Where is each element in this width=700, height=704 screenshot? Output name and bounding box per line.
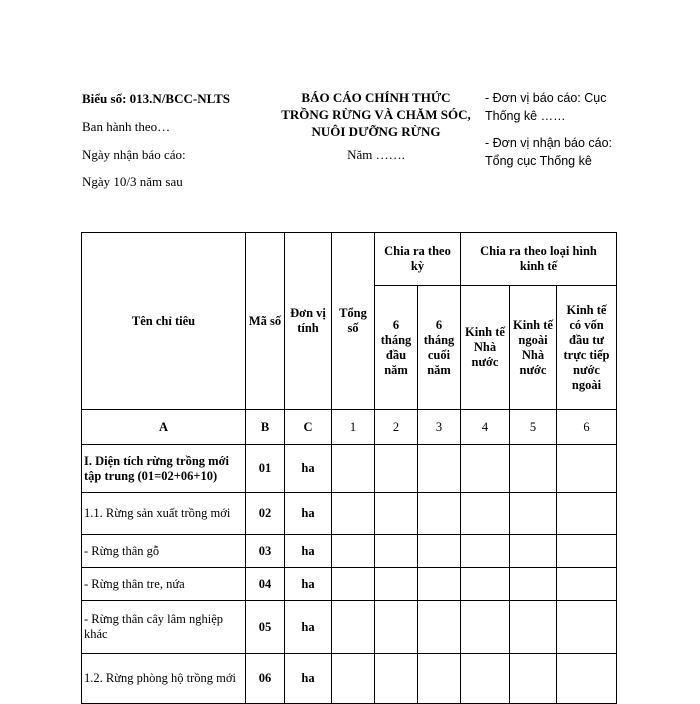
form-code: Biểu số: 013.N/BCC-NLTS [82, 91, 230, 106]
table-row [82, 445, 617, 493]
table-row [82, 654, 617, 704]
data-cell[interactable] [557, 445, 617, 493]
data-cell[interactable] [461, 568, 510, 601]
table-row [82, 601, 617, 654]
receive-date-label: Ngày nhận báo cáo: [82, 147, 186, 162]
row-code: 03 [246, 535, 285, 568]
data-cell[interactable] [510, 601, 557, 654]
col-header-by-type: Chia ra theo loại hình kinh tế [461, 233, 617, 286]
row-name: - Rừng thân cây lâm nghiệp khác [82, 601, 246, 654]
data-cell[interactable] [418, 654, 461, 704]
data-cell[interactable] [557, 493, 617, 535]
index-row [82, 410, 617, 445]
data-cell[interactable] [418, 493, 461, 535]
col-header-first-half: 6 tháng đầu năm [375, 286, 418, 410]
col-header-by-period: Chia ra theo kỳ [375, 233, 461, 286]
row-code: 04 [246, 568, 285, 601]
row-code: 02 [246, 493, 285, 535]
data-cell[interactable] [418, 445, 461, 493]
row-unit: ha [285, 493, 332, 535]
data-cell[interactable] [332, 601, 375, 654]
header-row-1 [82, 233, 617, 286]
index-cell: 5 [510, 410, 557, 445]
data-cell[interactable] [375, 601, 418, 654]
row-name: 1.2. Rừng phòng hộ trồng mới [82, 654, 246, 704]
data-cell[interactable] [332, 535, 375, 568]
data-cell[interactable] [332, 568, 375, 601]
row-unit: ha [285, 568, 332, 601]
report-year: Năm ……. [347, 147, 405, 162]
data-cell[interactable] [510, 493, 557, 535]
row-unit: ha [285, 654, 332, 704]
row-unit: ha [285, 445, 332, 493]
index-cell: B [246, 410, 285, 445]
data-cell[interactable] [461, 493, 510, 535]
data-cell[interactable] [461, 535, 510, 568]
index-cell: 6 [557, 410, 617, 445]
index-cell: 2 [375, 410, 418, 445]
table-row [82, 493, 617, 535]
row-code: 06 [246, 654, 285, 704]
col-header-fdi: Kinh tế có vốn đầu tư trực tiếp nước ngoài [557, 286, 617, 410]
data-cell[interactable] [332, 654, 375, 704]
col-header-state: Kinh tế Nhà nước [461, 286, 510, 410]
row-unit: ha [285, 535, 332, 568]
row-name: - Rừng thân tre, nứa [82, 568, 246, 601]
row-code: 05 [246, 601, 285, 654]
row-name: I. Diện tích rừng trồng mới tập trung (01=02+06+10) [82, 445, 246, 493]
deadline: Ngày 10/3 năm sau [82, 174, 183, 189]
data-cell[interactable] [375, 535, 418, 568]
data-cell[interactable] [557, 535, 617, 568]
index-cell: A [82, 410, 246, 445]
index-cell: C [285, 410, 332, 445]
data-cell[interactable] [418, 535, 461, 568]
data-cell[interactable] [510, 535, 557, 568]
col-header-code: Mã số [246, 233, 285, 410]
data-cell[interactable] [461, 445, 510, 493]
col-header-second-half: 6 tháng cuối năm [418, 286, 461, 410]
data-cell[interactable] [461, 601, 510, 654]
data-cell[interactable] [332, 493, 375, 535]
col-header-name: Tên chỉ tiêu [82, 233, 246, 410]
index-cell: 3 [418, 410, 461, 445]
data-cell[interactable] [510, 654, 557, 704]
data-cell[interactable] [375, 654, 418, 704]
index-cell: 4 [461, 410, 510, 445]
col-header-non-state: Kinh tế ngoài Nhà nước [510, 286, 557, 410]
issued-by: Ban hành theo… [82, 119, 171, 134]
table-row [82, 535, 617, 568]
receiving-unit: - Đơn vị nhận báo cáo: Tổng cục Thống kê [485, 136, 613, 168]
data-cell[interactable] [418, 601, 461, 654]
reporting-unit: - Đơn vị báo cáo: Cục Thống kê …… [485, 91, 607, 123]
data-cell[interactable] [510, 445, 557, 493]
data-cell[interactable] [510, 568, 557, 601]
row-name: - Rừng thân gỗ [82, 535, 246, 568]
col-header-total: Tổng số [332, 233, 375, 410]
row-name: 1.1. Rừng sản xuất trồng mới [82, 493, 246, 535]
row-unit: ha [285, 601, 332, 654]
statistics-table [81, 232, 617, 704]
row-code: 01 [246, 445, 285, 493]
data-cell[interactable] [557, 568, 617, 601]
table-row [82, 568, 617, 601]
data-cell[interactable] [375, 568, 418, 601]
data-cell[interactable] [557, 654, 617, 704]
col-header-unit: Đơn vị tính [285, 233, 332, 410]
data-cell[interactable] [375, 445, 418, 493]
report-title: BÁO CÁO CHÍNH THỨC TRỒNG RỪNG VÀ CHĂM SÓC, NUÔI DƯỠNG RỪNG [281, 90, 471, 139]
data-cell[interactable] [461, 654, 510, 704]
data-cell[interactable] [375, 493, 418, 535]
data-cell[interactable] [557, 601, 617, 654]
index-cell: 1 [332, 410, 375, 445]
data-cell[interactable] [332, 445, 375, 493]
data-cell[interactable] [418, 568, 461, 601]
